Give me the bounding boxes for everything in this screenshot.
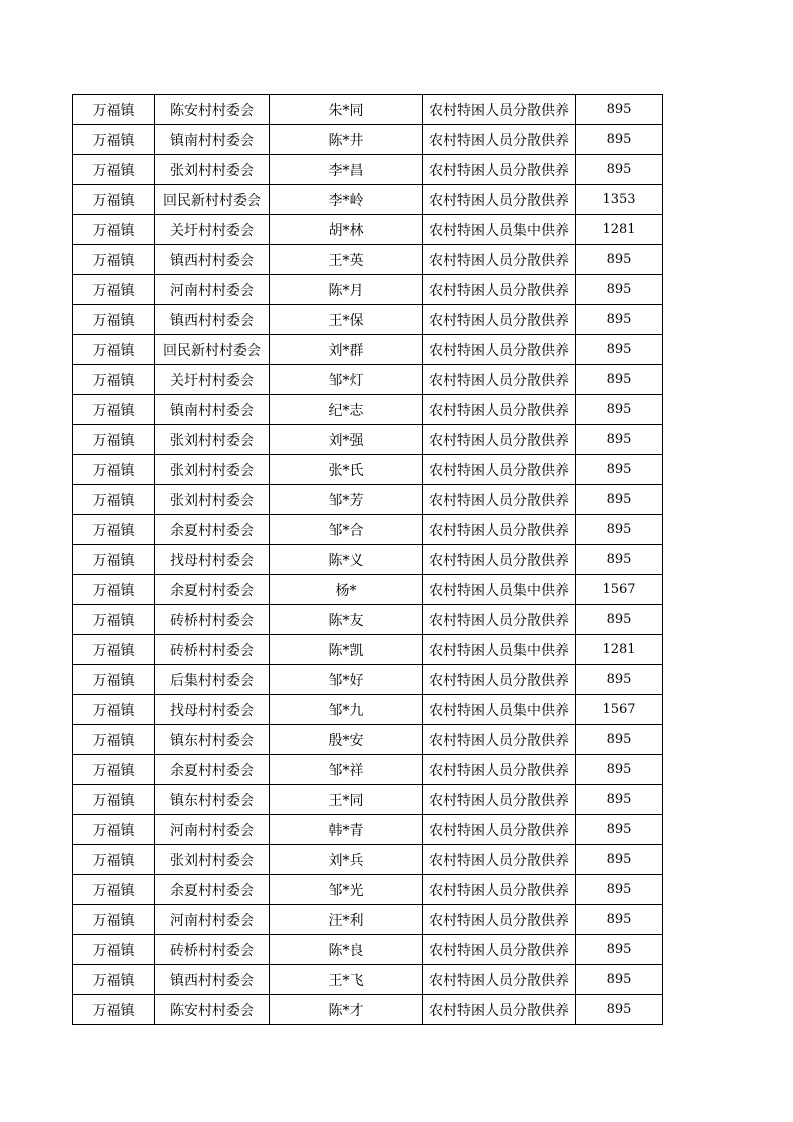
amount-cell: 1281	[576, 635, 663, 665]
village-cell: 张刘村村委会	[155, 425, 270, 455]
assistance-type-cell: 农村特困人员分散供养	[423, 125, 576, 155]
recipient-table	[72, 94, 663, 1025]
table-row	[73, 605, 663, 635]
name-cell: 邹*祥	[270, 755, 423, 785]
name-cell: 王*同	[270, 785, 423, 815]
town-cell: 万福镇	[73, 275, 155, 305]
table-row	[73, 365, 663, 395]
village-cell: 砖桥村村委会	[155, 635, 270, 665]
amount-cell: 895	[576, 605, 663, 635]
village-cell: 找母村村委会	[155, 545, 270, 575]
village-cell: 砖桥村村委会	[155, 605, 270, 635]
town-cell: 万福镇	[73, 605, 155, 635]
assistance-type-cell: 农村特困人员分散供养	[423, 665, 576, 695]
town-cell: 万福镇	[73, 155, 155, 185]
table-row	[73, 635, 663, 665]
assistance-type-cell: 农村特困人员分散供养	[423, 875, 576, 905]
table-row	[73, 275, 663, 305]
name-cell: 陈*才	[270, 995, 423, 1025]
name-cell: 邹*好	[270, 665, 423, 695]
assistance-type-cell: 农村特困人员集中供养	[423, 575, 576, 605]
town-cell: 万福镇	[73, 905, 155, 935]
amount-cell: 1567	[576, 695, 663, 725]
village-cell: 张刘村村委会	[155, 845, 270, 875]
town-cell: 万福镇	[73, 185, 155, 215]
amount-cell: 895	[576, 485, 663, 515]
assistance-type-cell: 农村特困人员分散供养	[423, 365, 576, 395]
table-row	[73, 995, 663, 1025]
amount-cell: 895	[576, 125, 663, 155]
table-row	[73, 905, 663, 935]
assistance-type-cell: 农村特困人员集中供养	[423, 695, 576, 725]
name-cell: 陈*凯	[270, 635, 423, 665]
assistance-type-cell: 农村特困人员分散供养	[423, 515, 576, 545]
table-row	[73, 485, 663, 515]
name-cell: 韩*青	[270, 815, 423, 845]
amount-cell: 895	[576, 275, 663, 305]
table-row	[73, 785, 663, 815]
amount-cell: 895	[576, 965, 663, 995]
assistance-type-cell: 农村特困人员分散供养	[423, 395, 576, 425]
village-cell: 陈安村村委会	[155, 995, 270, 1025]
table-row	[73, 515, 663, 545]
table-row	[73, 335, 663, 365]
assistance-type-cell: 农村特困人员分散供养	[423, 95, 576, 125]
assistance-type-cell: 农村特困人员分散供养	[423, 155, 576, 185]
table-row	[73, 185, 663, 215]
village-cell: 余夏村村委会	[155, 515, 270, 545]
table-row	[73, 815, 663, 845]
town-cell: 万福镇	[73, 965, 155, 995]
village-cell: 镇西村村委会	[155, 245, 270, 275]
name-cell: 纪*志	[270, 395, 423, 425]
table-row	[73, 305, 663, 335]
amount-cell: 895	[576, 545, 663, 575]
village-cell: 找母村村委会	[155, 695, 270, 725]
amount-cell: 895	[576, 845, 663, 875]
name-cell: 陈*友	[270, 605, 423, 635]
village-cell: 回民新村村委会	[155, 335, 270, 365]
village-cell: 张刘村村委会	[155, 155, 270, 185]
name-cell: 陈*义	[270, 545, 423, 575]
village-cell: 关圩村村委会	[155, 215, 270, 245]
assistance-type-cell: 农村特困人员分散供养	[423, 725, 576, 755]
amount-cell: 895	[576, 935, 663, 965]
town-cell: 万福镇	[73, 455, 155, 485]
assistance-type-cell: 农村特困人员分散供养	[423, 425, 576, 455]
town-cell: 万福镇	[73, 485, 155, 515]
village-cell: 后集村村委会	[155, 665, 270, 695]
table-row	[73, 845, 663, 875]
name-cell: 李*昌	[270, 155, 423, 185]
assistance-type-cell: 农村特困人员分散供养	[423, 275, 576, 305]
assistance-type-cell: 农村特困人员分散供养	[423, 785, 576, 815]
assistance-type-cell: 农村特困人员分散供养	[423, 965, 576, 995]
name-cell: 王*飞	[270, 965, 423, 995]
name-cell: 汪*利	[270, 905, 423, 935]
name-cell: 邹*光	[270, 875, 423, 905]
town-cell: 万福镇	[73, 95, 155, 125]
name-cell: 王*英	[270, 245, 423, 275]
name-cell: 邹*灯	[270, 365, 423, 395]
village-cell: 余夏村村委会	[155, 755, 270, 785]
name-cell: 刘*兵	[270, 845, 423, 875]
town-cell: 万福镇	[73, 575, 155, 605]
assistance-type-cell: 农村特困人员分散供养	[423, 305, 576, 335]
amount-cell: 895	[576, 725, 663, 755]
table-row	[73, 965, 663, 995]
table-row	[73, 215, 663, 245]
name-cell: 刘*强	[270, 425, 423, 455]
village-cell: 余夏村村委会	[155, 875, 270, 905]
table-row	[73, 425, 663, 455]
table-row	[73, 455, 663, 485]
assistance-type-cell: 农村特困人员分散供养	[423, 905, 576, 935]
amount-cell: 895	[576, 875, 663, 905]
table-row	[73, 245, 663, 275]
table-row	[73, 665, 663, 695]
amount-cell: 895	[576, 815, 663, 845]
village-cell: 河南村村委会	[155, 815, 270, 845]
name-cell: 邹*九	[270, 695, 423, 725]
assistance-type-cell: 农村特困人员分散供养	[423, 605, 576, 635]
amount-cell: 895	[576, 665, 663, 695]
table-row	[73, 545, 663, 575]
assistance-type-cell: 农村特困人员分散供养	[423, 995, 576, 1025]
amount-cell: 895	[576, 365, 663, 395]
amount-cell: 895	[576, 515, 663, 545]
town-cell: 万福镇	[73, 245, 155, 275]
village-cell: 镇南村村委会	[155, 395, 270, 425]
name-cell: 陈*良	[270, 935, 423, 965]
name-cell: 陈*井	[270, 125, 423, 155]
village-cell: 回民新村村委会	[155, 185, 270, 215]
amount-cell: 895	[576, 335, 663, 365]
village-cell: 余夏村村委会	[155, 575, 270, 605]
table-row	[73, 395, 663, 425]
table-row	[73, 95, 663, 125]
name-cell: 邹*合	[270, 515, 423, 545]
name-cell: 陈*月	[270, 275, 423, 305]
amount-cell: 1281	[576, 215, 663, 245]
table-row	[73, 125, 663, 155]
amount-cell: 895	[576, 245, 663, 275]
town-cell: 万福镇	[73, 815, 155, 845]
amount-cell: 895	[576, 995, 663, 1025]
amount-cell: 1353	[576, 185, 663, 215]
town-cell: 万福镇	[73, 125, 155, 155]
assistance-type-cell: 农村特困人员集中供养	[423, 215, 576, 245]
town-cell: 万福镇	[73, 635, 155, 665]
assistance-type-cell: 农村特困人员分散供养	[423, 185, 576, 215]
town-cell: 万福镇	[73, 755, 155, 785]
assistance-type-cell: 农村特困人员分散供养	[423, 935, 576, 965]
amount-cell: 895	[576, 455, 663, 485]
assistance-type-cell: 农村特困人员分散供养	[423, 845, 576, 875]
name-cell: 李*岭	[270, 185, 423, 215]
table-row	[73, 875, 663, 905]
assistance-type-cell: 农村特困人员集中供养	[423, 635, 576, 665]
village-cell: 镇西村村委会	[155, 965, 270, 995]
town-cell: 万福镇	[73, 215, 155, 245]
town-cell: 万福镇	[73, 545, 155, 575]
table-row	[73, 725, 663, 755]
assistance-type-cell: 农村特困人员分散供养	[423, 335, 576, 365]
town-cell: 万福镇	[73, 335, 155, 365]
town-cell: 万福镇	[73, 995, 155, 1025]
name-cell: 殷*安	[270, 725, 423, 755]
village-cell: 镇东村村委会	[155, 785, 270, 815]
village-cell: 镇西村村委会	[155, 305, 270, 335]
village-cell: 陈安村村委会	[155, 95, 270, 125]
assistance-type-cell: 农村特困人员分散供养	[423, 455, 576, 485]
village-cell: 镇东村村委会	[155, 725, 270, 755]
town-cell: 万福镇	[73, 695, 155, 725]
amount-cell: 1567	[576, 575, 663, 605]
village-cell: 关圩村村委会	[155, 365, 270, 395]
village-cell: 河南村村委会	[155, 905, 270, 935]
town-cell: 万福镇	[73, 935, 155, 965]
town-cell: 万福镇	[73, 785, 155, 815]
table-row	[73, 155, 663, 185]
name-cell: 杨*	[270, 575, 423, 605]
assistance-type-cell: 农村特困人员分散供养	[423, 755, 576, 785]
assistance-type-cell: 农村特困人员分散供养	[423, 815, 576, 845]
town-cell: 万福镇	[73, 305, 155, 335]
table-row	[73, 695, 663, 725]
amount-cell: 895	[576, 905, 663, 935]
name-cell: 胡*林	[270, 215, 423, 245]
town-cell: 万福镇	[73, 875, 155, 905]
assistance-type-cell: 农村特困人员分散供养	[423, 545, 576, 575]
name-cell: 朱*同	[270, 95, 423, 125]
village-cell: 镇南村村委会	[155, 125, 270, 155]
village-cell: 张刘村村委会	[155, 455, 270, 485]
town-cell: 万福镇	[73, 395, 155, 425]
village-cell: 河南村村委会	[155, 275, 270, 305]
name-cell: 张*氏	[270, 455, 423, 485]
name-cell: 刘*群	[270, 335, 423, 365]
assistance-type-cell: 农村特困人员分散供养	[423, 485, 576, 515]
amount-cell: 895	[576, 425, 663, 455]
table-row	[73, 755, 663, 785]
amount-cell: 895	[576, 395, 663, 425]
table-body	[73, 95, 663, 1025]
village-cell: 砖桥村村委会	[155, 935, 270, 965]
town-cell: 万福镇	[73, 425, 155, 455]
amount-cell: 895	[576, 305, 663, 335]
town-cell: 万福镇	[73, 515, 155, 545]
table-row	[73, 575, 663, 605]
table-row	[73, 935, 663, 965]
amount-cell: 895	[576, 95, 663, 125]
name-cell: 王*保	[270, 305, 423, 335]
amount-cell: 895	[576, 155, 663, 185]
town-cell: 万福镇	[73, 365, 155, 395]
town-cell: 万福镇	[73, 725, 155, 755]
assistance-type-cell: 农村特困人员分散供养	[423, 245, 576, 275]
town-cell: 万福镇	[73, 845, 155, 875]
amount-cell: 895	[576, 755, 663, 785]
name-cell: 邹*芳	[270, 485, 423, 515]
town-cell: 万福镇	[73, 665, 155, 695]
amount-cell: 895	[576, 785, 663, 815]
village-cell: 张刘村村委会	[155, 485, 270, 515]
